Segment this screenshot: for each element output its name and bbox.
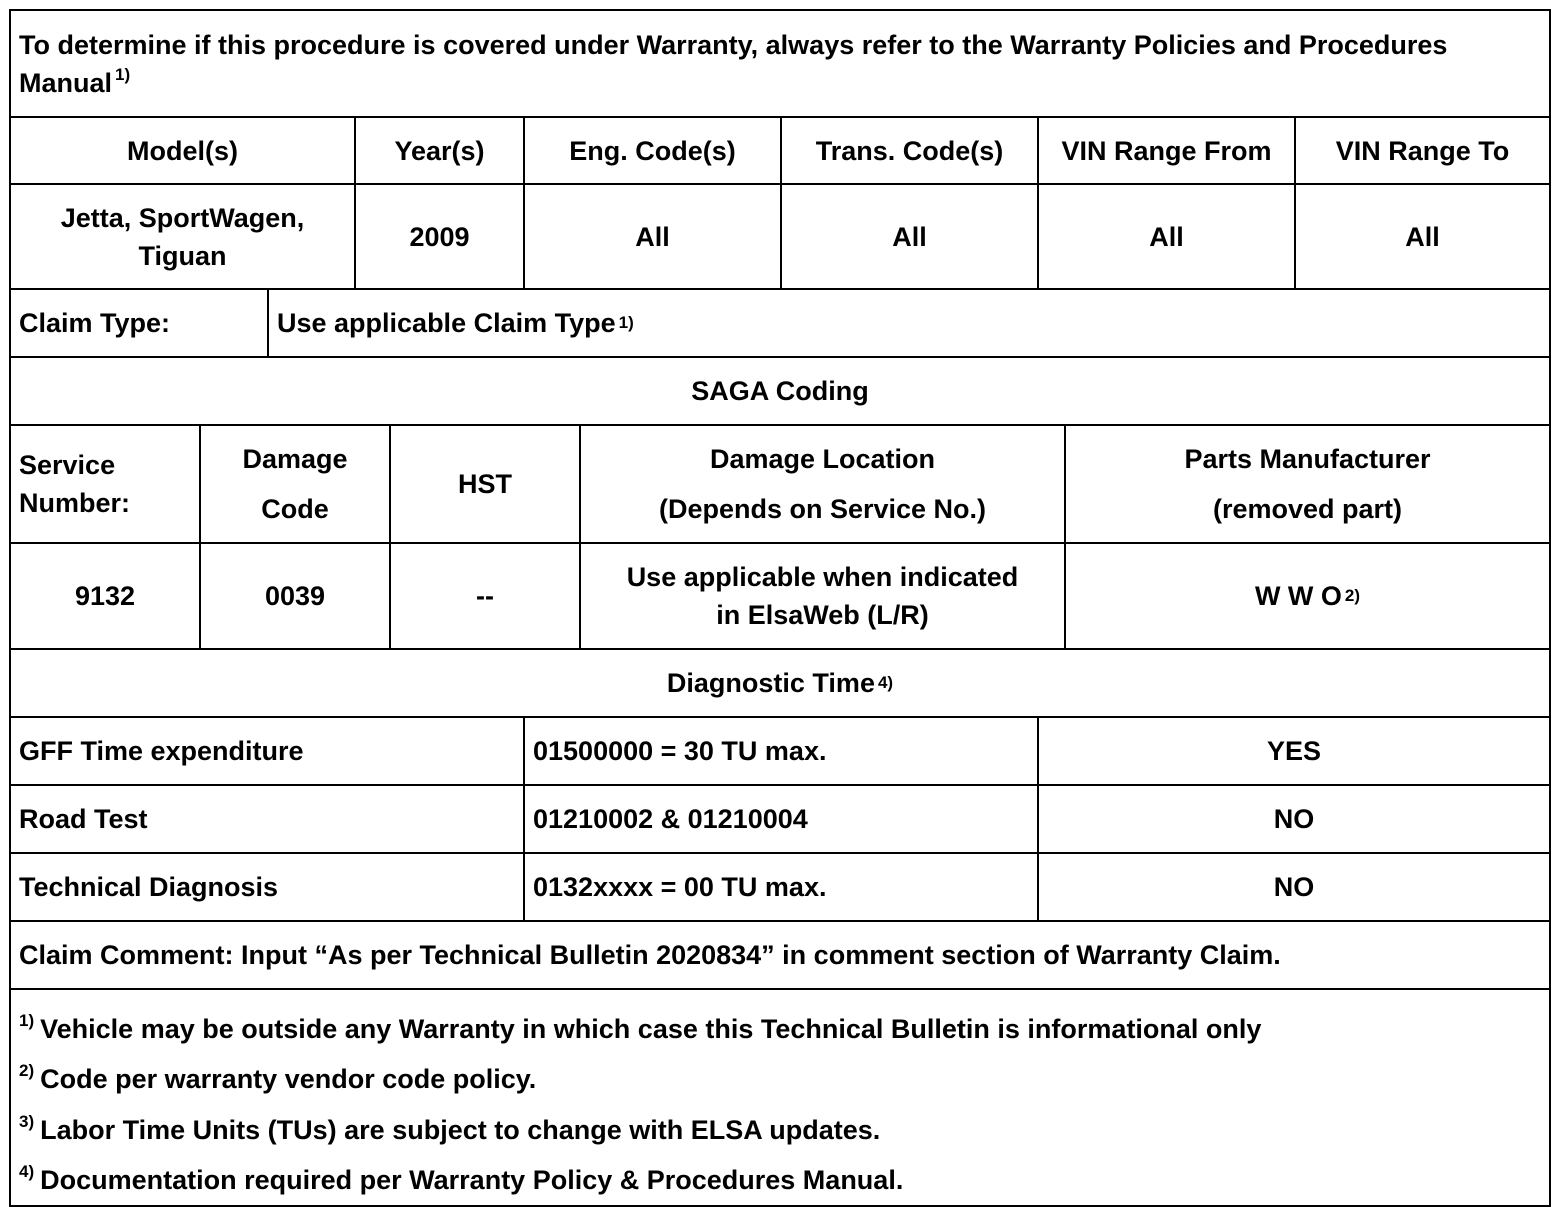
- claim-type-label: Claim Type:: [19, 308, 171, 338]
- diagnostic-title-row: [11, 648, 1549, 716]
- damage-location-line-1: Damage Location: [709, 444, 936, 474]
- diagnostic-value: NO: [1037, 854, 1549, 920]
- diagnostic-title: Diagnostic Time 4): [11, 650, 1549, 716]
- trans-code-value: All: [780, 185, 1037, 288]
- footnote-text: Documentation required per Warranty Policy & Procedures Manual.: [40, 1165, 904, 1195]
- parts-mfr-line-2: (removed part): [1212, 494, 1403, 524]
- footnote-mark: 4): [19, 1162, 35, 1181]
- diagnostic-row: [11, 852, 1549, 920]
- diagnostic-value: YES: [1037, 718, 1549, 784]
- footnote: [19, 1060, 536, 1098]
- claim-type-value: Use applicable Claim Type 1): [267, 290, 1549, 356]
- warranty-notice-row: [11, 11, 1549, 116]
- header-vin-from: VIN Range From: [1037, 118, 1294, 183]
- footnote-mark: 3): [19, 1112, 35, 1131]
- claim-comment-row: [11, 920, 1549, 988]
- claim-type-text: Use applicable Claim Type: [277, 308, 616, 338]
- diagnostic-title-text: Diagnostic Time: [666, 668, 875, 698]
- damage-code-line-1: Damage: [242, 444, 348, 474]
- header-vin-to: VIN Range To: [1294, 118, 1549, 183]
- warranty-notice: [11, 11, 1549, 116]
- damage-code-line-2: Code: [261, 494, 329, 524]
- claim-type-row: [11, 288, 1549, 356]
- header-trans-code: Trans. Code(s): [780, 118, 1037, 183]
- saga-title-row: [11, 356, 1549, 424]
- vin-from-value: All: [1037, 185, 1294, 288]
- hst-value: --: [389, 544, 579, 648]
- vin-to-value: All: [1294, 185, 1549, 288]
- saga-header-row: [11, 424, 1549, 542]
- service-number-line-1: Service: [19, 450, 116, 480]
- parts-mfr-text: W W O: [1254, 581, 1342, 611]
- models-value: [11, 185, 354, 288]
- diagnostic-label: Technical Diagnosis: [19, 872, 279, 902]
- header-parts-manufacturer: [1064, 426, 1549, 542]
- footnote: [19, 1010, 1261, 1048]
- saga-data-row: [11, 542, 1549, 648]
- footnote-mark: 2): [19, 1061, 35, 1080]
- models-line-2: Tiguan: [138, 240, 227, 271]
- vehicle-header-row: [11, 116, 1549, 183]
- saga-title: SAGA Coding: [691, 376, 869, 406]
- diagnostic-code: 0132xxxx = 00 TU max.: [523, 854, 1037, 920]
- service-number-value: 9132: [74, 581, 136, 611]
- damage-code-value: 0039: [199, 544, 389, 648]
- header-models: Model(s): [127, 135, 238, 166]
- header-service-number: [11, 426, 199, 542]
- footnote-text: Vehicle may be outside any Warranty in which case this Technical Bulletin is informational only: [40, 1014, 1262, 1044]
- footnote-mark: 1): [19, 1011, 35, 1030]
- vehicle-data-row: [11, 183, 1549, 288]
- diagnostic-label: GFF Time expenditure: [19, 736, 304, 766]
- damage-location-value-line-1: Use applicable when indicated: [626, 562, 1019, 592]
- claim-comment: Claim Comment: Input “As per Technical Bulletin 2020834” in comment section of Warranty Claim.: [19, 940, 1281, 970]
- footnote: [19, 1161, 903, 1199]
- damage-location-line-2: (Depends on Service No.): [658, 494, 987, 524]
- damage-location-value-line-2: in ElsaWeb (L/R): [716, 600, 929, 630]
- diagnostic-value: NO: [1037, 786, 1549, 852]
- footnote: [19, 1111, 880, 1149]
- footnote-text: Code per warranty vendor code policy.: [40, 1064, 537, 1094]
- damage-location-value: [579, 544, 1064, 648]
- eng-code-value: All: [523, 185, 780, 288]
- service-number-line-2: Number:: [19, 488, 131, 518]
- header-hst: HST: [389, 426, 579, 542]
- parts-mfr-line-1: Parts Manufacturer: [1184, 444, 1431, 474]
- header-years: Year(s): [354, 118, 523, 183]
- warranty-table: [9, 9, 1551, 1207]
- header-damage-location: [579, 426, 1064, 542]
- models-line-1: Jetta, SportWagen,: [60, 202, 305, 233]
- footnote-text: Labor Time Units (TUs) are subject to change with ELSA updates.: [40, 1115, 881, 1145]
- year-value: 2009: [354, 185, 523, 288]
- parts-mfr-value: W W O 2): [1064, 544, 1549, 648]
- footnotes-section: [11, 988, 1549, 1205]
- footnote-ref: 1): [115, 64, 131, 84]
- diagnostic-row: [11, 716, 1549, 784]
- diagnostic-row: [11, 784, 1549, 852]
- warranty-notice-text: To determine if this procedure is covered under Warranty, always refer to the Warranty Policies and Procedures Manual: [19, 29, 1448, 98]
- diagnostic-label: Road Test: [19, 804, 148, 834]
- diagnostic-code: 01210002 & 01210004: [523, 786, 1037, 852]
- header-damage-code: [199, 426, 389, 542]
- header-eng-code: Eng. Code(s): [523, 118, 780, 183]
- diagnostic-code: 01500000 = 30 TU max.: [523, 718, 1037, 784]
